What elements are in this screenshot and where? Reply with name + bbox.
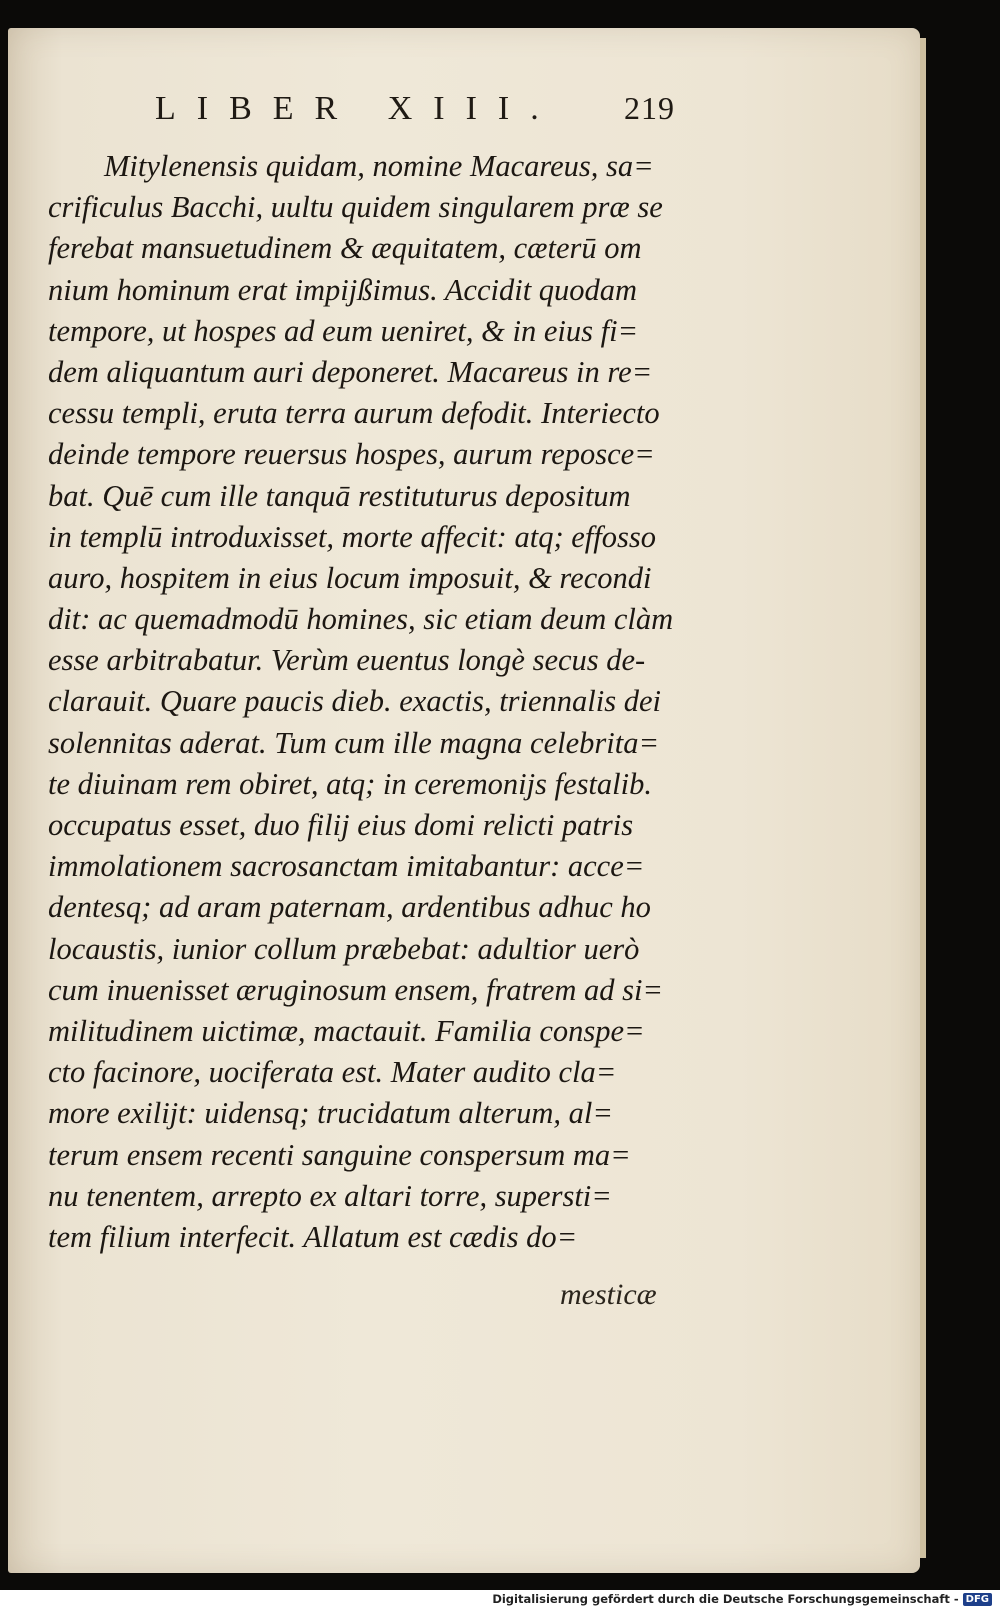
page-edge [920, 38, 926, 1558]
text-line: in templū introduxisset, morte affecit: atq; effosso [48, 519, 656, 554]
text-line: esse arbitrabatur. Verùm euentus longè secus de- [48, 643, 646, 678]
digitization-credit [492, 1589, 992, 1609]
text-line: more exilijt: uidensq; trucidatum alterum, al= [48, 1096, 613, 1131]
text-line: dem aliquantum auri deponeret. Macareus in re= [48, 354, 653, 389]
running-title: LIBER XIII. [155, 90, 560, 127]
text-line: militudinem uictimæ, mactauit. Familia conspe= [48, 1013, 645, 1048]
page-header [155, 90, 675, 140]
text-line: deinde tempore reuersus hospes, aurum reposce= [48, 437, 655, 472]
text-line: cum inuenisset æruginosum ensem, fratrem ad si= [48, 972, 664, 1007]
text-line: immolationem sacrosanctam imitabantur: acce= [48, 849, 645, 884]
text-line: solennitas aderat. Tum cum ille magna celebrita= [48, 725, 660, 760]
page-number: 219 [624, 90, 675, 126]
text-line: nu tenentem, arrepto ex altari torre, supersti= [48, 1178, 612, 1213]
text-line: tem filium interfecit. Allatum est cædis do= [48, 1219, 578, 1254]
catchword: mesticæ [560, 1278, 657, 1311]
dfg-logo: DFG [963, 1593, 992, 1606]
text-line: auro, hospitem in eius locum imposuit, & recondi [48, 560, 652, 595]
text-line: clarauit. Quare paucis dieb. exactis, triennalis dei [48, 684, 662, 719]
text-line: bat. Quē cum ille tanquā restituturus depositum [48, 478, 631, 513]
text-line: occupatus esset, duo filij eius domi relicti patris [48, 808, 634, 842]
text-line: nium hominum erat impijßimus. Accidit quodam [48, 272, 638, 307]
text-line: cessu templi, eruta terra aurum defodit. Interiecto [48, 396, 660, 431]
text-line: ferebat mansuetudinem & æquitatem, cæterū om [48, 231, 642, 266]
text-line: crificulus Bacchi, uultu quidem singularem præ se [48, 190, 663, 225]
body-text [48, 146, 678, 1258]
text-line: tempore, ut hospes ad eum ueniret, & in eius fi= [48, 313, 639, 348]
text-line: te diuinam rem obiret, atq; in ceremonijs festalib. [48, 766, 652, 801]
text-line: terum ensem recenti sanguine conspersum ma= [48, 1137, 631, 1172]
text-line: cto facinore, uociferata est. Mater audito cla= [48, 1055, 617, 1090]
text-line: dit: ac quemadmodū homines, sic etiam deum clàm [48, 602, 674, 637]
credit-text: Digitalisierung gefördert durch die Deutsche Forschungsgemeinschaft - [492, 1592, 959, 1606]
text-line: Mitylenensis quidam, nomine Macareus, sa= [104, 149, 654, 183]
text-line: dentesq; ad aram paternam, ardentibus adhuc ho [48, 890, 651, 925]
text-line: locaustis, iunior collum præbebat: adultior uerò [48, 931, 640, 966]
